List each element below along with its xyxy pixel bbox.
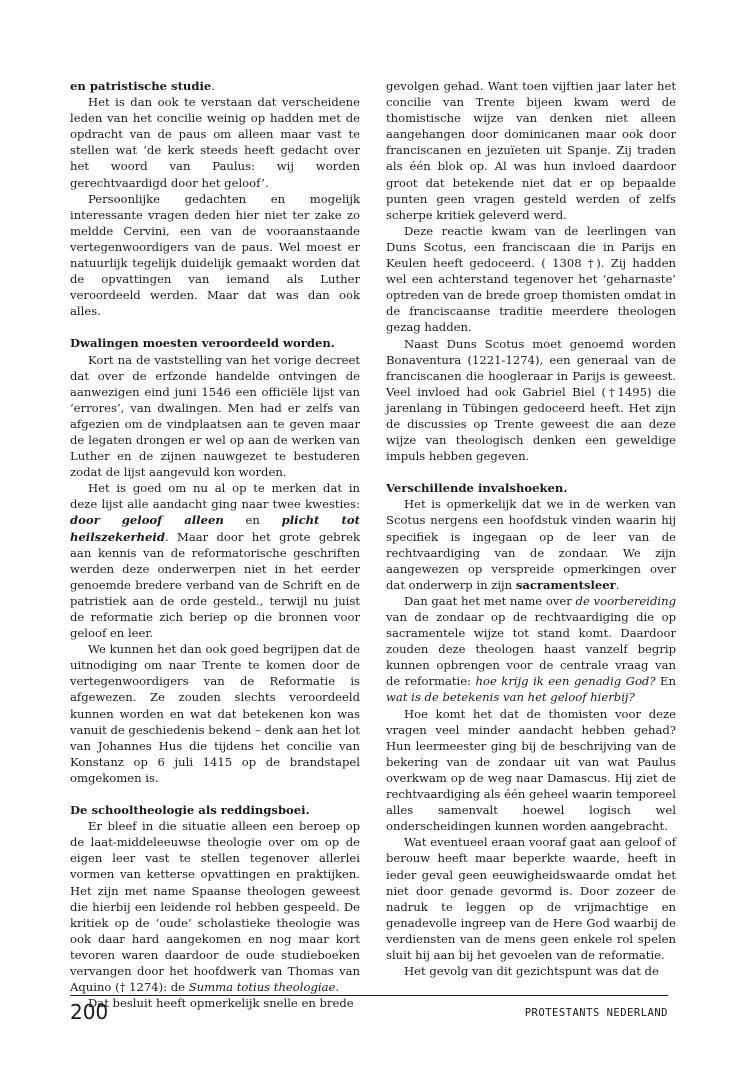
paragraph <box>70 480 360 641</box>
paragraph: Naast Duns Scotus moet genoemd worden Bonaventura (1221-1274), een generaal van de franciscanen die hoogleraar in Parijs is geweest. Veel invloed had ook Gabriel Biel (†1495) die jarenlang in Tübingen gedoceerd heeft. Het zijn de discussies op Trente geweest die aan deze wijze van theologisch denken een geweldige impuls hebben gegeven. <box>386 336 676 464</box>
section-heading: Dwalingen moesten veroordeeld worden. <box>70 336 335 351</box>
section-heading: Verschillende invalshoeken. <box>386 481 568 496</box>
paragraph <box>386 496 676 593</box>
section-heading: De schooltheologie als reddingsboei. <box>70 803 310 818</box>
emphasis: wat is de betekenis van het geloof hierbij? <box>386 690 635 705</box>
paragraph: Het is dan ook te verstaan dat verscheidene leden van het concilie weinig op hadden met de opdracht van de paus om alleen maar vast te stellen wat ‘de kerk steeds heeft gedacht over het woord van Paulus: wij worden gerechtvaardigd door het geloof’. <box>70 95 360 190</box>
running-head: PROTESTANTS NEDERLAND <box>524 1007 668 1019</box>
paragraph: gevolgen gehad. Want toen vijftien jaar later het concilie van Trente bijeen kwam werd de thomistische wijze van denken niet alleen aangehangen door dominicanen maar ook door franciscanen en jezuïeten uit Spanje. Zij traden als één blok op. Al was hun invloed daardoor groot dat betekende niet dat er op bepaalde punten geen vragen gesteld werden of zelfs scherpe kritiek geleverd werd. <box>386 79 676 222</box>
paragraph: Wat eventueel eraan vooraf gaat aan geloof of berouw heeft maar beperkte waarde, heeft in ieder geval geen eeuwigheidswaarde omdat het niet door genade gevormd is. Door zozeer de nadruk te leggen op de vrijmachtige en genadevolle ingreep van de Here God waarbij de verdiensten van de mens geen enkele rol spelen sluit hij aan bij het gevoelen van de reformatie. <box>386 835 676 962</box>
text-run: . <box>335 980 340 995</box>
right-column <box>386 78 676 979</box>
text-run: Het is opmerkelijk dat we in de werken van Scotus nergens een hoofdstuk vinden waarin hij specifiek is ingegaan op de leer van de rechtvaardiging van de zondaar. We zijn aangewezen op verspreide opmerkingen over dat onderwerp in zijn <box>386 497 676 592</box>
text-run: Er bleef in die situatie alleen een beroep op de laat-middeleeuwse theologie over om op de eigen leer vast te stellen tegenover allerlei vormen van ketterse opvattingen en praktijken. Het zijn met name Spaanse theologen geweest die hierbij een leidende rol hebben gespeeld. De kritiek op de ‘oude’ scholastieke theologie was ook daar hard aangekomen en nog maar kort tevoren waren daardoor de oude studieboeken vervangen door het hoofdwerk van Thomas van Aquino († 1274): de <box>70 819 360 995</box>
left-column <box>70 78 360 1011</box>
page-number: 200 <box>70 1000 109 1024</box>
paragraph: Dat besluit heeft opmerkelijk snelle en brede <box>88 996 354 1011</box>
text-run: en <box>223 513 282 528</box>
text-run: Dan gaat het met name over <box>404 593 576 608</box>
emphasis: sacramentsleer <box>515 577 616 592</box>
paragraph: Het gevolg van dit gezichtspunt was dat de <box>404 964 659 979</box>
paragraph <box>70 818 360 995</box>
text-run: van de zondaar op de rechtvaardiging die op sacramentele wijze tot stand komt. Daardoor zouden deze theologen haast vanzelf begrip kunnen opbrengen voor de centrale vraag van de reformatie: <box>386 610 676 689</box>
paragraph: Deze reactie kwam van de leerlingen van Duns Scotus, een franciscaan die in Parijs en Keulen heeft gedoceerd. ( 1308 †). Zij hadden wel een achterstand tegenover het ‘geharnaste’ optreden van de brede groep thomisten omdat in de franciscaanse traditie meerdere theologen gezag hadden. <box>386 223 676 335</box>
text-run: Het is goed om nu al op te merken dat in deze lijst alle aandacht ging naar twee kwesties: <box>70 481 360 512</box>
emphasis: hoe krijg ik een genadig God? <box>475 674 656 689</box>
paragraph: We kunnen het dan ook goed begrijpen dat de uitnodiging om naar Trente te komen door de vertegenwoordigers van de Reformatie is afgewezen. Ze zouden slechts veroordeeld kunnen worden en wat dat betekenen kon was vanuit de geschiedenis bekend – denk aan het lot van Johannes Hus die tijdens het concilie van Konstanz op 6 juli 1415 op de brandstapel omgekomen is. <box>70 642 360 785</box>
spacer <box>70 786 360 802</box>
text-run: En <box>655 674 676 689</box>
opening-bold: en patristische studie <box>70 79 212 93</box>
paragraph <box>386 593 676 706</box>
paragraph: Persoonlijke gedachten en mogelijk interessante vragen deden hier niet ter zake zo meldde Cervini, een van de vooraanstaande vertegenwoordigers van de paus. Wel moest er natuurlijk tegelijk duidelijk gemaakt worden dat de opvattingen van iemand als Luther veroordeeld werden. Maar dat was dan ook alles. <box>70 191 360 319</box>
spacer <box>70 319 360 335</box>
opening-line: en patristische studie. <box>70 79 215 93</box>
text-run: . Maar door het grote gebrek aan kennis van de reformatorische geschriften werden deze onderwerpen niet in het eerder genoemde bredere verband van de Schrift en de patristiek aan de orde gesteld., terwijl nu juist de reformatie zich beriep op die bronnen voor geloof en leer. <box>70 529 360 641</box>
emphasis: plicht tot heilszekerheid <box>70 513 360 544</box>
text-run: . <box>615 577 620 592</box>
spacer <box>386 464 676 480</box>
book-title: Summa totius theologiae <box>188 980 336 995</box>
paragraph: Kort na de vaststelling van het vorige decreet dat over de erfzonde handelde ontvingen de aanwezigen eind juni 1546 een officiële lijst van ‘errores’, van dwalingen. Men had er zelfs van afgezien om de vindplaatsen aan te geven maar de legaten drongen er wel op aan de werken van Luther en de zijnen nauwgezet te bestuderen zodat de lijst aangevuld kon worden. <box>70 352 360 480</box>
emphasis: de voorbereiding <box>575 593 677 608</box>
footer-rule <box>70 995 668 996</box>
emphasis: door geloof alleen <box>70 513 224 528</box>
paragraph: Hoe komt het dat de thomisten voor deze vragen veel minder aandacht hebben gehad? Hun leermeester ging bij de beschrijving van de bekering van de zondaar uit van wat Paulus overkwam op de weg naar Damascus. Hij ziet de rechtvaardiging als één geheel waarin temporeel alles samenvalt hoewel logisch wel onderscheidingen kunnen worden aangebracht. <box>386 706 676 834</box>
